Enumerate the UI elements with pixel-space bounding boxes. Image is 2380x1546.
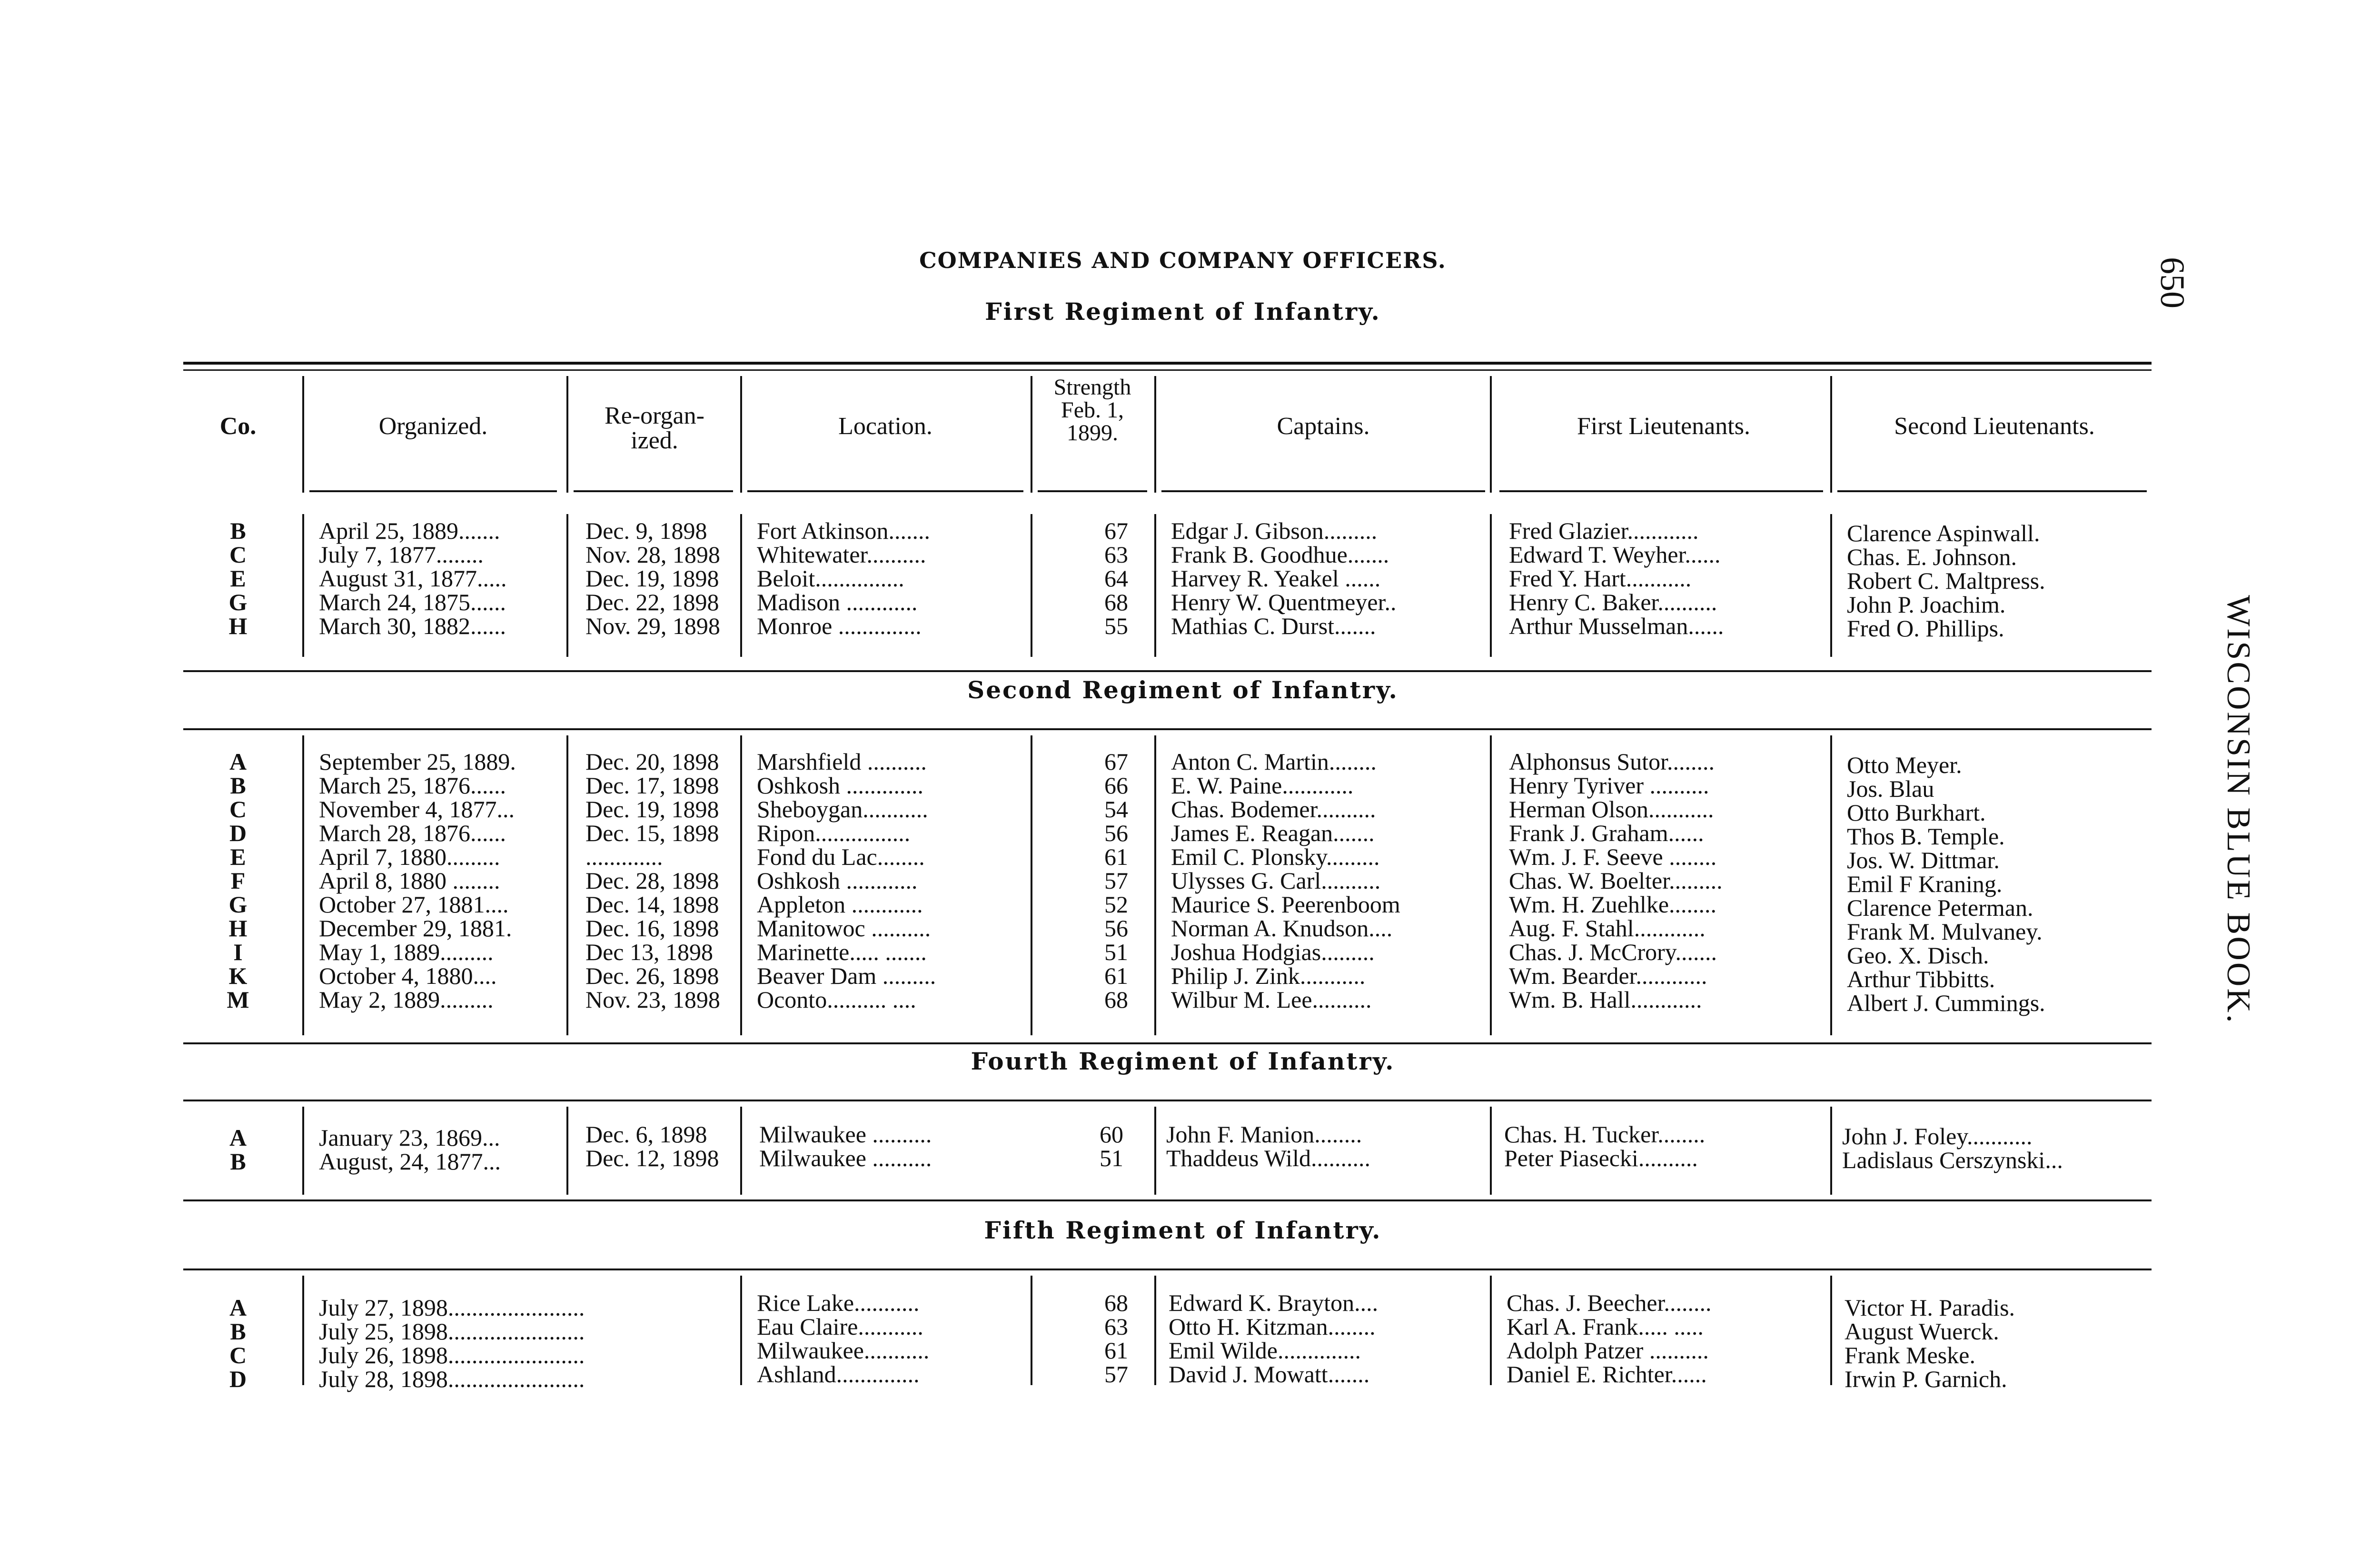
second-lieutenant: Frank Meske. — [1844, 1342, 1975, 1368]
second-lieutenant: Otto Meyer. — [1847, 752, 1962, 778]
strength: 61 — [1104, 843, 1128, 870]
organized-date: August 31, 1877..... — [319, 565, 507, 592]
regiment-title-first: First Regiment of Infantry. — [985, 297, 1381, 326]
strength: 52 — [1104, 891, 1128, 918]
captain: Frank B. Goodhue....... — [1171, 541, 1389, 568]
location: Sheboygan........... — [757, 796, 928, 823]
first-lieutenant: Fred Y. Hart........... — [1509, 565, 1692, 592]
running-head: WISCONSIN BLUE BOOK. — [2220, 595, 2257, 1025]
first-lieutenant: Adolph Patzer .......... — [1507, 1337, 1709, 1364]
reorganized-date: Nov. 28, 1898 — [585, 541, 720, 568]
company-letter: A — [229, 748, 247, 775]
section-rule — [183, 1199, 2152, 1201]
reorganized-date: Dec. 20, 1898 — [585, 748, 719, 775]
second-lieutenant: Clarence Aspinwall. — [1847, 520, 2040, 546]
first-lieutenant: Chas. W. Boelter......... — [1509, 867, 1723, 894]
location: Monroe .............. — [757, 613, 922, 639]
organized-date: April 25, 1889....... — [319, 517, 500, 544]
organized-date: September 25, 1889. — [319, 748, 516, 775]
first-lieutenant: Arthur Musselman...... — [1509, 613, 1724, 639]
location: Ripon................ — [757, 820, 911, 846]
header-divider — [302, 376, 304, 493]
header-rule — [1161, 490, 1485, 492]
company-letter: B — [230, 772, 246, 799]
location: Fond du Lac........ — [757, 843, 925, 870]
reorganized-date: Dec 13, 1898 — [585, 939, 713, 965]
strength: 61 — [1104, 1337, 1128, 1364]
location: Milwaukee........... — [757, 1337, 930, 1364]
location: Appleton ............ — [757, 891, 923, 918]
organized-date: October 4, 1880.... — [319, 962, 497, 989]
location: Fort Atkinson....... — [757, 517, 930, 544]
header-captains: Captains. — [1277, 413, 1370, 440]
strength: 64 — [1104, 565, 1128, 592]
location: Manitowoc .......... — [757, 915, 931, 941]
first-lieutenant: Herman Olson........... — [1509, 796, 1714, 823]
organized-date: July 26, 1898....................... — [319, 1342, 585, 1368]
captain: Norman A. Knudson.... — [1171, 915, 1393, 941]
reorganized-date: Dec. 14, 1898 — [585, 891, 719, 918]
strength: 51 — [1104, 939, 1128, 965]
captain: Henry W. Quentmeyer.. — [1171, 589, 1397, 615]
strength: 56 — [1104, 820, 1128, 846]
organized-date: March 25, 1876...... — [319, 772, 506, 799]
strength: 66 — [1104, 772, 1128, 799]
company-letter: G — [228, 891, 248, 918]
first-lieutenant: Chas. J. Beecher........ — [1507, 1289, 1712, 1316]
reorganized-date: Dec. 17, 1898 — [585, 772, 719, 799]
header-strength: Strength Feb. 1, 1899. — [1053, 375, 1131, 446]
location: Beloit............... — [757, 565, 904, 592]
captain: Harvey R. Yeakel ...... — [1171, 565, 1381, 592]
second-lieutenant: John P. Joachim. — [1847, 591, 2006, 618]
header-rule — [1499, 490, 1823, 492]
strength: 56 — [1104, 915, 1128, 941]
location: Milwaukee .......... — [759, 1145, 932, 1171]
location: Beaver Dam ......... — [757, 962, 936, 989]
header-second-lieutenants: Second Lieutenants. — [1894, 413, 2095, 440]
organized-date: July 25, 1898....................... — [319, 1318, 585, 1345]
strength: 67 — [1104, 748, 1128, 775]
header-rule — [309, 490, 557, 492]
header-location: Location. — [838, 413, 932, 440]
organized-date: April 8, 1880 ........ — [319, 867, 500, 894]
captain: Ulysses G. Carl.......... — [1171, 867, 1381, 894]
header-divider — [740, 376, 742, 493]
top-rule-thin — [183, 369, 2152, 371]
second-lieutenant: Jos. W. Dittmar. — [1847, 847, 2000, 873]
captain: Maurice S. Peerenboom — [1171, 891, 1400, 918]
first-lieutenant: Alphonsus Sutor........ — [1509, 748, 1715, 775]
second-lieutenant: Geo. X. Disch. — [1847, 942, 1989, 969]
strength: 68 — [1104, 1289, 1128, 1316]
organized-date: July 27, 1898....................... — [319, 1294, 585, 1321]
strength: 57 — [1104, 867, 1128, 894]
header-divider — [1154, 376, 1156, 493]
location: Oconto.......... .... — [757, 986, 916, 1013]
page-number: 650 — [2153, 257, 2192, 308]
strength: 55 — [1104, 613, 1128, 639]
second-lieutenant: Robert C. Maltpress. — [1847, 567, 2045, 594]
header-rule — [1038, 490, 1147, 492]
regiment-title-fifth: Fifth Regiment of Infantry. — [984, 1216, 1382, 1244]
company-letter: B — [230, 1148, 246, 1175]
organized-date: July 7, 1877........ — [319, 541, 484, 568]
reorganized-date: Dec. 22, 1898 — [585, 589, 719, 615]
organized-date: October 27, 1881.... — [319, 891, 509, 918]
second-lieutenant: Otto Burkhart. — [1847, 799, 1986, 826]
strength: 67 — [1104, 517, 1128, 544]
strength: 51 — [1100, 1145, 1123, 1171]
organized-date: March 24, 1875...... — [319, 589, 506, 615]
reorganized-date: Dec. 16, 1898 — [585, 915, 719, 941]
reorganized-date: Dec. 19, 1898 — [585, 565, 719, 592]
header-divider — [1031, 376, 1032, 493]
header-divider — [1830, 376, 1832, 493]
second-lieutenant: Albert J. Cummings. — [1847, 990, 2045, 1016]
first-lieutenant: Edward T. Weyher...... — [1509, 541, 1721, 568]
strength: 63 — [1104, 541, 1128, 568]
captain: Mathias C. Durst....... — [1171, 613, 1376, 639]
first-lieutenant: Wm. Bearder............ — [1509, 962, 1707, 989]
location: Oshkosh ............ — [757, 867, 918, 894]
strength: 54 — [1104, 796, 1128, 823]
company-letter: D — [229, 820, 247, 846]
company-letter: A — [229, 1294, 247, 1321]
company-letter: I — [233, 939, 243, 965]
location: Marinette..... ....... — [757, 939, 927, 965]
organized-date: March 30, 1882...... — [319, 613, 506, 639]
company-letter: D — [229, 1366, 247, 1392]
captain: Thaddeus Wild.......... — [1166, 1145, 1370, 1171]
company-letter: H — [228, 613, 248, 639]
captain: Anton C. Martin........ — [1171, 748, 1377, 775]
section-rule — [183, 1269, 2152, 1270]
first-lieutenant: Chas. J. McCrory....... — [1509, 939, 1717, 965]
second-lieutenant: Chas. E. Johnson. — [1847, 544, 2017, 570]
organized-date: April 7, 1880......... — [319, 843, 500, 870]
reorganized-date: Nov. 23, 1898 — [585, 986, 720, 1013]
company-letter: E — [230, 843, 246, 870]
captain: Edward K. Brayton.... — [1169, 1289, 1378, 1316]
second-lieutenant: Emil F Kraning. — [1847, 871, 2003, 897]
second-lieutenant: August Wuerck. — [1844, 1318, 1999, 1345]
second-lieutenant: Clarence Peterman. — [1847, 894, 2033, 921]
strength: 68 — [1104, 589, 1128, 615]
company-letter: H — [228, 915, 248, 941]
second-lieutenant: Irwin P. Garnich. — [1844, 1366, 2007, 1392]
second-lieutenant: Thos B. Temple. — [1847, 823, 2005, 850]
captain: Edgar J. Gibson......... — [1171, 517, 1378, 544]
section-rule — [183, 670, 2152, 672]
captain: Joshua Hodgias......... — [1171, 939, 1375, 965]
location: Eau Claire........... — [757, 1313, 923, 1340]
organized-date: November 4, 1877... — [319, 796, 515, 823]
location: Rice Lake........... — [757, 1289, 920, 1316]
company-letter: M — [227, 986, 249, 1013]
organized-date: March 28, 1876...... — [319, 820, 506, 846]
company-letter: G — [228, 589, 248, 615]
strength: 57 — [1104, 1361, 1128, 1387]
company-letter: C — [229, 796, 247, 823]
reorganized-date: Dec. 9, 1898 — [585, 517, 707, 544]
location: Oshkosh ............. — [757, 772, 924, 799]
header-co: Co. — [219, 413, 257, 440]
captain: Chas. Bodemer.......... — [1171, 796, 1376, 823]
location: Ashland.............. — [757, 1361, 920, 1387]
header-rule — [747, 490, 1023, 492]
regiment-title-second: Second Regiment of Infantry. — [967, 676, 1398, 704]
reorganized-date: Dec. 26, 1898 — [585, 962, 719, 989]
strength: 61 — [1104, 962, 1128, 989]
location: Milwaukee .......... — [759, 1121, 932, 1148]
second-lieutenant: Victor H. Paradis. — [1844, 1294, 2015, 1321]
first-lieutenant: Henry C. Baker.......... — [1509, 589, 1717, 615]
first-lieutenant: Wm. J. F. Seeve ........ — [1509, 843, 1717, 870]
header-divider — [1490, 376, 1492, 493]
header-first-lieutenants: First Lieutenants. — [1577, 413, 1750, 440]
reorganized-date: Dec. 6, 1898 — [585, 1121, 707, 1148]
captain: Wilbur M. Lee.......... — [1171, 986, 1372, 1013]
captain: Philip J. Zink........... — [1171, 962, 1366, 989]
reorganized-date: Dec. 12, 1898 — [585, 1145, 719, 1171]
second-lieutenant: Arthur Tibbitts. — [1847, 966, 1995, 992]
first-lieutenant: Daniel E. Richter...... — [1507, 1361, 1707, 1387]
first-lieutenant: Peter Piasecki.......... — [1504, 1145, 1698, 1171]
first-lieutenant: Henry Tyriver .......... — [1509, 772, 1709, 799]
strength: 68 — [1104, 986, 1128, 1013]
organized-date: July 28, 1898....................... — [319, 1366, 585, 1392]
captain: E. W. Paine............ — [1171, 772, 1354, 799]
organized-date: January 23, 1869... — [319, 1124, 500, 1151]
first-lieutenant: Aug. F. Stahl............ — [1509, 915, 1706, 941]
page-title: COMPANIES AND COMPANY OFFICERS. — [919, 248, 1447, 273]
section-rule — [183, 1100, 2152, 1101]
first-lieutenant: Wm. B. Hall............ — [1509, 986, 1702, 1013]
strength: 60 — [1100, 1121, 1123, 1148]
reorganized-date: Dec. 28, 1898 — [585, 867, 719, 894]
company-letter: E — [230, 565, 246, 592]
location: Marshfield .......... — [757, 748, 927, 775]
header-divider — [566, 376, 568, 493]
organized-date: August, 24, 1877... — [319, 1148, 501, 1175]
header-organized: Organized. — [378, 413, 488, 440]
captain: James E. Reagan....... — [1171, 820, 1375, 846]
company-letter: C — [229, 541, 247, 568]
second-lieutenant: John J. Foley........... — [1842, 1123, 2033, 1150]
captain: David J. Mowatt....... — [1169, 1361, 1370, 1387]
second-lieutenant: Fred O. Phillips. — [1847, 615, 2004, 642]
reorganized-date: Dec. 19, 1898 — [585, 796, 719, 823]
section-rule — [183, 728, 2152, 730]
company-letter: K — [228, 962, 248, 989]
header-rule — [574, 490, 733, 492]
captain: Otto H. Kitzman........ — [1169, 1313, 1376, 1340]
company-letter: A — [229, 1124, 247, 1151]
organized-date: May 2, 1889......... — [319, 986, 494, 1013]
captain: John F. Manion........ — [1166, 1121, 1362, 1148]
organized-date: May 1, 1889......... — [319, 939, 494, 965]
first-lieutenant: Frank J. Graham...... — [1509, 820, 1704, 846]
reorganized-date: Nov. 29, 1898 — [585, 613, 720, 639]
company-letter: B — [230, 1318, 246, 1345]
header-reorganized: Re-organ- ized. — [605, 402, 704, 454]
first-lieutenant: Wm. H. Zuehlke........ — [1509, 891, 1717, 918]
location: Madison ............ — [757, 589, 918, 615]
company-letter: B — [230, 517, 246, 544]
captain: Emil Wilde.............. — [1169, 1337, 1361, 1364]
reorganized-date: Dec. 15, 1898 — [585, 820, 719, 846]
section-rule — [183, 1042, 2152, 1044]
second-lieutenant: Ladislaus Cerszynski... — [1842, 1147, 2063, 1173]
organized-date: December 29, 1881. — [319, 915, 512, 941]
second-lieutenant: Jos. Blau — [1847, 775, 1934, 802]
reorganized-date: ............. — [585, 843, 663, 870]
first-lieutenant: Karl A. Frank..... ..... — [1507, 1313, 1704, 1340]
company-letter: C — [229, 1342, 247, 1368]
first-lieutenant: Chas. H. Tucker........ — [1504, 1121, 1706, 1148]
second-lieutenant: Frank M. Mulvaney. — [1847, 918, 2043, 945]
strength: 63 — [1104, 1313, 1128, 1340]
first-lieutenant: Fred Glazier............ — [1509, 517, 1699, 544]
top-rule — [183, 362, 2152, 365]
regiment-title-fourth: Fourth Regiment of Infantry. — [971, 1047, 1395, 1075]
captain: Emil C. Plonsky......... — [1171, 843, 1380, 870]
company-letter: F — [230, 867, 246, 894]
header-rule — [1837, 490, 2147, 492]
location: Whitewater.......... — [757, 541, 926, 568]
